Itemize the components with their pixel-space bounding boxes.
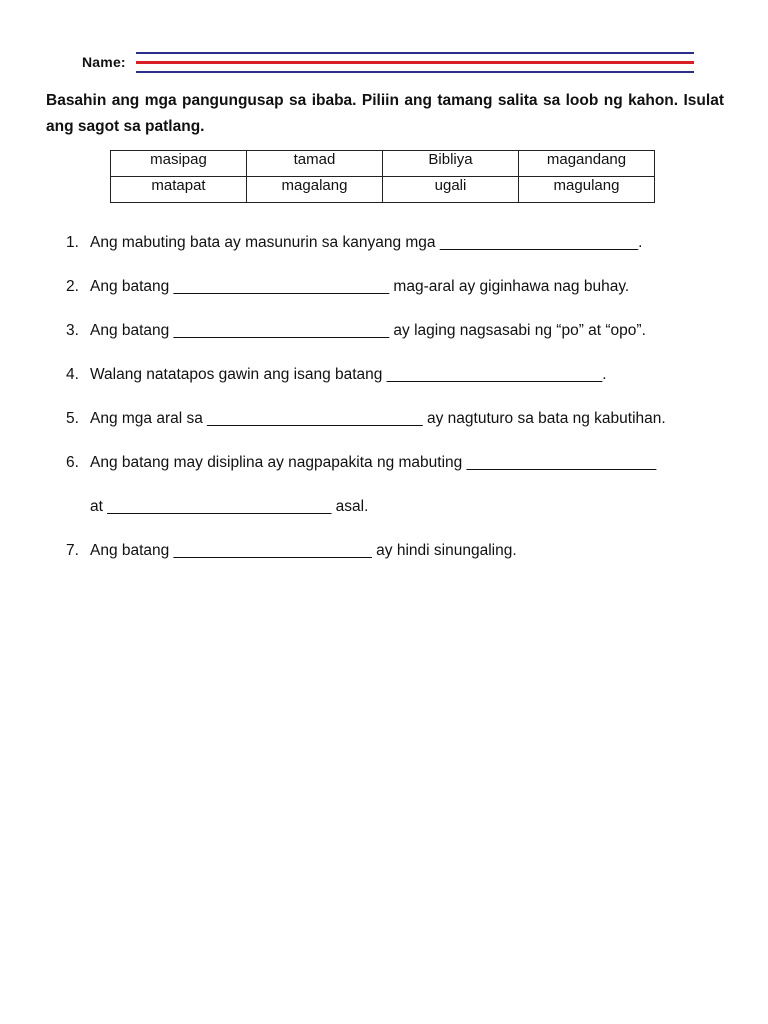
name-field bbox=[82, 52, 702, 78]
question-item[interactable] bbox=[66, 318, 746, 362]
question-number: 5. bbox=[66, 410, 79, 427]
question-list bbox=[66, 230, 746, 582]
question-number: 2. bbox=[66, 278, 79, 295]
word-cell: Bibliya bbox=[383, 151, 519, 177]
question-text: Ang batang _________________________ ay laging nagsasabi ng “po” at “opo”. bbox=[90, 322, 646, 339]
question-text: Walang natatapos gawin ang isang batang _________________________. bbox=[90, 366, 607, 383]
word-cell: matapat bbox=[111, 177, 247, 203]
name-line-top bbox=[136, 52, 694, 54]
word-cell: magalang bbox=[247, 177, 383, 203]
question-number: 3. bbox=[66, 322, 79, 339]
question-number: 1. bbox=[66, 234, 79, 251]
question-text: Ang mabuting bata ay masunurin sa kanyang mga _______________________. bbox=[90, 234, 643, 251]
question-text: Ang batang _________________________ mag-aral ay giginhawa nag buhay. bbox=[90, 278, 630, 295]
question-number: 7. bbox=[66, 542, 79, 559]
name-line-middle bbox=[136, 61, 694, 64]
word-cell: magulang bbox=[519, 177, 655, 203]
name-label: Name: bbox=[82, 54, 126, 70]
word-box bbox=[110, 150, 655, 203]
question-number: 6. bbox=[66, 454, 79, 471]
question-number: 4. bbox=[66, 366, 79, 383]
question-item-continuation[interactable] bbox=[66, 494, 746, 538]
question-text: at __________________________ asal. bbox=[90, 498, 369, 515]
question-text: Ang batang may disiplina ay nagpapakita ng mabuting ______________________ bbox=[90, 454, 657, 471]
name-line-bottom bbox=[136, 71, 694, 73]
question-item[interactable] bbox=[66, 362, 746, 406]
question-item[interactable] bbox=[66, 230, 746, 274]
question-item[interactable] bbox=[66, 274, 746, 318]
word-cell: masipag bbox=[111, 151, 247, 177]
word-box-row bbox=[111, 177, 655, 203]
instructions: Basahin ang mga pangungusap sa ibaba. Piliin ang tamang salita sa loob ng kahon. Isulat ang sagot sa patlang. bbox=[46, 92, 724, 135]
word-cell: magandang bbox=[519, 151, 655, 177]
question-item[interactable] bbox=[66, 450, 746, 494]
word-box-row bbox=[111, 151, 655, 177]
question-text: Ang mga aral sa _________________________ ay nagtuturo sa bata ng kabutihan. bbox=[90, 410, 666, 427]
question-item[interactable] bbox=[66, 538, 746, 582]
word-cell: ugali bbox=[383, 177, 519, 203]
question-text: Ang batang _______________________ ay hindi sinungaling. bbox=[90, 542, 517, 559]
word-cell: tamad bbox=[247, 151, 383, 177]
question-item[interactable] bbox=[66, 406, 746, 450]
name-write-lines[interactable] bbox=[136, 52, 694, 76]
